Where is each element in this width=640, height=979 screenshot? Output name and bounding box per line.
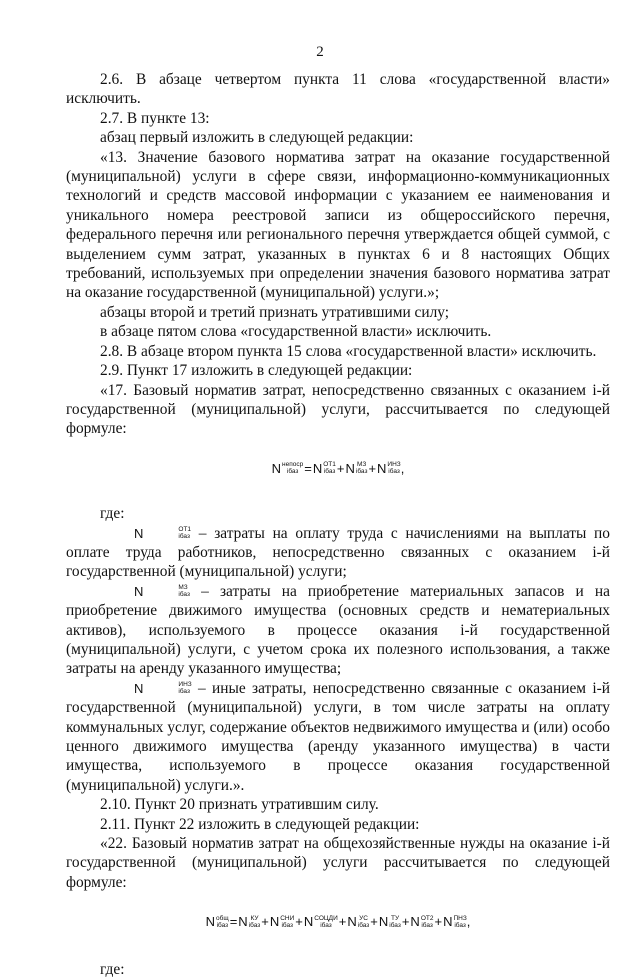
formula-general-costs: N общ iбаз =N КУ iбаз +N СНИ iбаз +N СОЦДИ iбаз +N УС iбаз +N ТУ iбаз +N ОТ2 iбаз +N ПНЗ iбаз , [205, 914, 471, 930]
paragraph: «13. Значение базового норматива затрат на оказание государственной (муниципальной) услуги в сфере связи, информационно-коммуникационных технологий и средств массовой информации с указанием ее наименования и уникального номера реестровой записи из общероссийского перечня, федерального перечня или регионального перечня утверждается общей суммой, с выделением сумм затрат, указанных в пунктах 6 и 8 настоящих Общих требований, используемых при определении значения базового норматива затрат на оказание государственной (муниципальной) услуги.»; [66, 148, 610, 302]
formula-direct-costs: N непоср iбаз =N ОТ1 iбаз +N МЗ iбаз +N ИНЗ iбаз , [271, 460, 405, 476]
page-number: 2 [316, 44, 324, 60]
paragraph: 2.7. В пункте 13: [100, 109, 210, 127]
definition-ot1: N ОТ1 iбаз – затраты на оплату труда с начислениями на выплаты по оплате труда работников, непосредственно связанных с оказанием i-й государственной (муниципальной) услуги; [66, 524, 610, 581]
paragraph-where: где: [100, 505, 125, 523]
paragraph: 2.8. В абзаце втором пункта 15 слова «государственной власти» исключить. [100, 342, 597, 360]
definition-mz: N МЗ iбаз – затраты на приобретение материальных запасов и на приобретение движимого имущества (основных средств и нематериальных активов), используемого в процессе оказания i-й государственной (муниципальной) услуги, с учетом срока их полезного использования, а также затраты на аренду указанного имущества; [66, 582, 610, 678]
paragraph: «17. Базовый норматив затрат, непосредственно связанных с оказанием i-й государственной (муниципальной) услуги, рассчитывается по следующей формуле: [66, 381, 610, 438]
paragraph: 2.10. Пункт 20 признать утратившим силу. [100, 796, 379, 814]
paragraph: 2.11. Пункт 22 изложить в следующей редакции: [100, 815, 420, 833]
document-body [66, 70, 610, 979]
paragraph-where: где: [100, 960, 125, 978]
paragraph: «22. Базовый норматив затрат на общехозяйственные нужды на оказание i-й государственной (муниципальной) услуги рассчитывается по следующей формуле: [66, 835, 610, 891]
paragraph: 2.6. В абзаце четвертом пункта 11 слова «государственной власти» исключить. [66, 71, 610, 108]
term-ot1: N ОТ1 iбаз [134, 525, 192, 541]
definition-inz: N ИНЗ iбаз – иные затраты, непосредственно связанные с оказанием i-й государственной (муниципальной) услуги, в том числе затраты на оплату коммунальных услуг, содержание объектов недвижимого имущества и (или) особо ценного движимого имущества (аренду указанного имущества) в части имущества, используемого в процессе оказания государственной (муниципальной) услуги.». [66, 679, 610, 794]
paragraph: 2.9. Пункт 17 изложить в следующей редакции: [100, 362, 413, 380]
term-inz: N ИНЗ iбаз [134, 680, 192, 696]
paragraph: абзацы второй и третий признать утратившими силу; [100, 303, 450, 321]
term-mz: N МЗ iбаз [134, 583, 190, 599]
paragraph: в абзаце пятом слова «государственной власти» исключить. [100, 323, 492, 341]
paragraph: абзац первый изложить в следующей редакции: [100, 129, 414, 147]
